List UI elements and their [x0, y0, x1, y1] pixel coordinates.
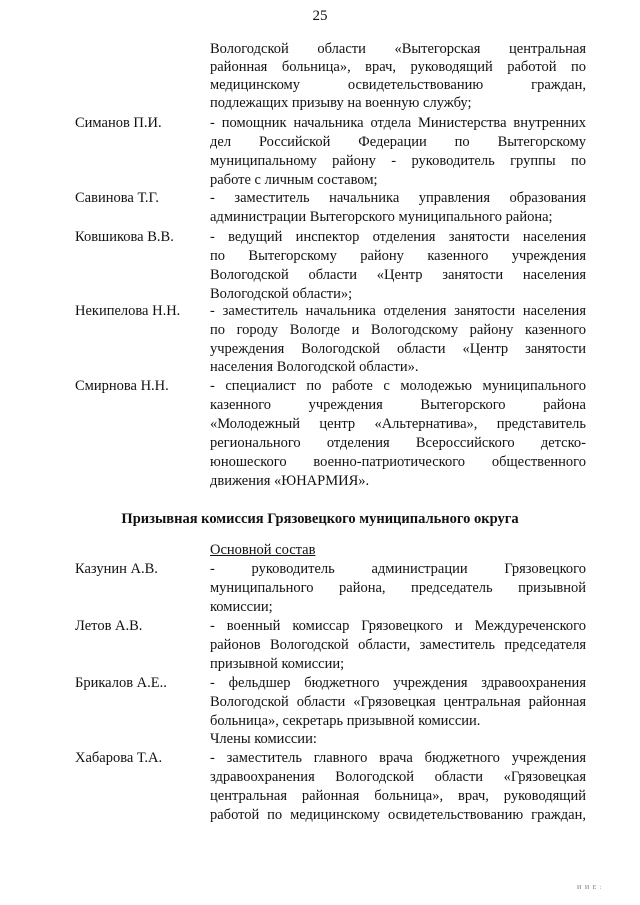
member-name: Ковшикова В.В. — [75, 229, 174, 245]
footer-mark: И И Е : — [577, 885, 603, 891]
page-number: 25 — [312, 8, 328, 24]
text-line: работе с личным составом; — [210, 172, 378, 188]
member-name: Савинова Т.Г. — [75, 190, 159, 206]
text-line: Вологодской области «Вытегорская центральная — [210, 41, 586, 57]
member-name: Брикалов А.Е.. — [75, 675, 167, 691]
text-line: - заместитель начальника отделения занятости населения — [210, 303, 586, 319]
text-line: «Молодежный центр «Альтернатива», представитель — [210, 416, 586, 432]
member-name: Симанов П.И. — [75, 115, 162, 131]
text-line: регионального отделения Всероссийского детско- — [210, 435, 586, 451]
text-line: подлежащих призыву на военную службу; — [210, 95, 472, 111]
member-name: Некипелова Н.Н. — [75, 303, 181, 319]
text-line: Вологодской области «Грязовецкая центральная районная — [210, 694, 586, 710]
text-line: - заместитель начальника управления образования — [210, 190, 586, 206]
text-line: движения «ЮНАРМИЯ». — [210, 473, 370, 489]
text-line: казенного учреждения Вытегорского района — [210, 397, 586, 413]
text-line: - специалист по работе с молодежью муниципального — [210, 378, 586, 394]
commission-heading: Призывная комиссия Грязовецкого муниципального округа — [121, 511, 519, 527]
text-line: - помощник начальника отдела Министерства внутренних — [210, 115, 586, 131]
text-line: - военный комиссар Грязовецкого и Междуреченского — [210, 618, 586, 634]
text-line: - заместитель главного врача бюджетного учреждения — [210, 750, 586, 766]
text-line: - фельдшер бюджетного учреждения здравоохранения — [210, 675, 586, 691]
text-line: Вологодской области «Центр занятости населения — [210, 267, 586, 283]
text-line: Вологодской области»; — [210, 286, 353, 302]
text-line: учреждения Вологодской области «Центр занятости — [210, 341, 586, 357]
text-line: дел Российской Федерации по Вытегорскому — [210, 134, 586, 150]
text-line: муниципальному району - руководитель группы по — [210, 153, 586, 169]
text-line: - ведущий инспектор отделения занятости населения — [210, 229, 586, 245]
text-line: муниципального района, председатель призывной — [210, 580, 586, 596]
text-line: здравоохранения Вологодской области «Грязовецкая — [210, 769, 586, 785]
member-name: Смирнова Н.Н. — [75, 378, 169, 394]
member-name: Казунин А.В. — [75, 561, 158, 577]
text-line: призывной комиссии; — [210, 656, 345, 672]
text-line: медицинскому освидетельствованию граждан, — [210, 77, 586, 93]
text-line: районов Вологодской области, заместитель председателя — [210, 637, 586, 653]
text-line: по городу Вологде и Вологодскому району казенного — [210, 322, 586, 338]
text-line: комиссии; — [210, 599, 273, 615]
members-label: Члены комиссии: — [210, 731, 317, 747]
text-line: администрации Вытегорского муниципального района; — [210, 209, 553, 225]
text-line: больница», секретарь призывной комиссии. — [210, 713, 481, 729]
text-line: центральная районная больница», врач, руководящий — [210, 788, 586, 804]
text-line: юношеского военно-патриотического общественного — [210, 454, 586, 470]
member-name: Хабарова Т.А. — [75, 750, 163, 766]
text-line: работой по медицинскому освидетельствованию граждан, — [210, 807, 586, 823]
section-label: Основной состав — [210, 542, 316, 558]
text-line: населения Вологодской области». — [210, 359, 419, 375]
text-line: районная больница», врач, руководящий работой по — [210, 59, 586, 75]
text-line: по Вытегорскому району казенного учреждения — [210, 248, 586, 264]
text-line: - руководитель администрации Грязовецкого — [210, 561, 586, 577]
member-name: Летов А.В. — [75, 618, 143, 634]
